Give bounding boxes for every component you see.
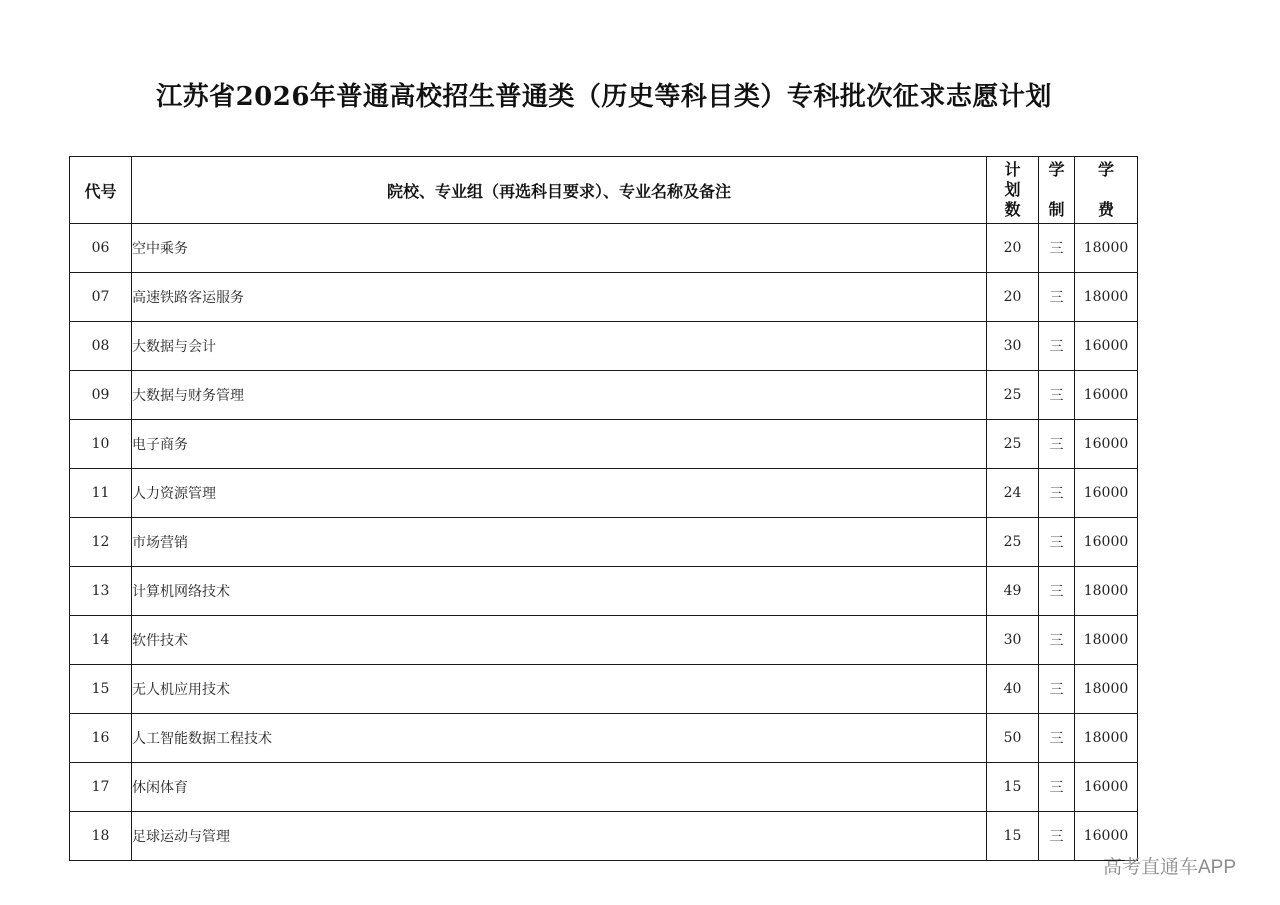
cell-plan-count: 20: [987, 224, 1039, 273]
cell-tuition-fee: 18000: [1075, 714, 1138, 763]
table-row: [70, 224, 1138, 273]
cell-code: 08: [70, 322, 132, 371]
table-row: [70, 518, 1138, 567]
cell-major-name: 电子商务: [132, 420, 987, 469]
cell-major-name: 无人机应用技术: [132, 665, 987, 714]
cell-code: 06: [70, 224, 132, 273]
cell-major-name: 软件技术: [132, 616, 987, 665]
cell-tuition-fee: 16000: [1075, 322, 1138, 371]
cell-code: 12: [70, 518, 132, 567]
cell-tuition-fee: 16000: [1075, 420, 1138, 469]
header-years-char-2: 制: [1048, 200, 1065, 219]
header-years: [1039, 157, 1075, 224]
cell-major-name: 计算机网络技术: [132, 567, 987, 616]
cell-tuition-fee: 18000: [1075, 273, 1138, 322]
cell-plan-count: 30: [987, 322, 1039, 371]
cell-major-name: 空中乘务: [132, 224, 987, 273]
table-row: [70, 567, 1138, 616]
cell-major-name: 高速铁路客运服务: [132, 273, 987, 322]
cell-plan-count: 15: [987, 763, 1039, 812]
cell-study-years: 三: [1039, 371, 1075, 420]
cell-tuition-fee: 16000: [1075, 469, 1138, 518]
table-row: [70, 763, 1138, 812]
cell-tuition-fee: 18000: [1075, 665, 1138, 714]
table-row: [70, 469, 1138, 518]
cell-major-name: 人工智能数据工程技术: [132, 714, 987, 763]
cell-major-name: 大数据与财务管理: [132, 371, 987, 420]
cell-study-years: 三: [1039, 665, 1075, 714]
watermark: 高考直通车APP: [1103, 857, 1237, 878]
cell-code: 16: [70, 714, 132, 763]
header-name: 院校、专业组（再选科目要求）、专业名称及备注: [132, 157, 987, 224]
table-header: [70, 157, 1138, 224]
header-row: [70, 157, 1138, 224]
cell-major-name: 足球运动与管理: [132, 812, 987, 861]
cell-plan-count: 20: [987, 273, 1039, 322]
cell-code: 17: [70, 763, 132, 812]
header-plan: [987, 157, 1039, 224]
cell-major-name: 市场营销: [132, 518, 987, 567]
cell-plan-count: 25: [987, 518, 1039, 567]
cell-plan-count: 24: [987, 469, 1039, 518]
header-plan-char-2: 划: [1004, 180, 1021, 199]
header-code: 代号: [70, 157, 132, 224]
header-fee-char-2: 费: [1097, 200, 1114, 219]
table-row: [70, 714, 1138, 763]
cell-plan-count: 50: [987, 714, 1039, 763]
cell-plan-count: 25: [987, 420, 1039, 469]
cell-plan-count: 15: [987, 812, 1039, 861]
table-row: [70, 420, 1138, 469]
cell-code: 09: [70, 371, 132, 420]
header-plan-char-1: 计: [1004, 160, 1021, 179]
cell-tuition-fee: 18000: [1075, 224, 1138, 273]
table-row: [70, 273, 1138, 322]
page-title: 江苏省2026年普通高校招生普通类（历史等科目类）专科批次征求志愿计划: [156, 82, 1052, 112]
cell-major-name: 大数据与会计: [132, 322, 987, 371]
table-row: [70, 665, 1138, 714]
cell-code: 10: [70, 420, 132, 469]
cell-tuition-fee: 16000: [1075, 812, 1138, 861]
header-fee: [1075, 157, 1138, 224]
cell-study-years: 三: [1039, 273, 1075, 322]
cell-plan-count: 40: [987, 665, 1039, 714]
cell-tuition-fee: 18000: [1075, 616, 1138, 665]
cell-code: 07: [70, 273, 132, 322]
cell-major-name: 休闲体育: [132, 763, 987, 812]
cell-code: 13: [70, 567, 132, 616]
cell-code: 18: [70, 812, 132, 861]
cell-code: 14: [70, 616, 132, 665]
cell-plan-count: 30: [987, 616, 1039, 665]
cell-code: 15: [70, 665, 132, 714]
cell-study-years: 三: [1039, 567, 1075, 616]
cell-plan-count: 49: [987, 567, 1039, 616]
cell-study-years: 三: [1039, 420, 1075, 469]
cell-tuition-fee: 18000: [1075, 567, 1138, 616]
cell-code: 11: [70, 469, 132, 518]
cell-tuition-fee: 16000: [1075, 763, 1138, 812]
cell-study-years: 三: [1039, 518, 1075, 567]
cell-tuition-fee: 16000: [1075, 371, 1138, 420]
table-row: [70, 322, 1138, 371]
cell-study-years: 三: [1039, 714, 1075, 763]
header-years-char-1: 学: [1048, 160, 1065, 179]
cell-major-name: 人力资源管理: [132, 469, 987, 518]
cell-study-years: 三: [1039, 763, 1075, 812]
enrollment-plan-table: [69, 156, 1138, 861]
table-row: [70, 812, 1138, 861]
cell-study-years: 三: [1039, 812, 1075, 861]
header-fee-char-1: 学: [1097, 160, 1114, 179]
table-body: [70, 224, 1138, 861]
cell-study-years: 三: [1039, 469, 1075, 518]
cell-tuition-fee: 16000: [1075, 518, 1138, 567]
cell-study-years: 三: [1039, 616, 1075, 665]
cell-study-years: 三: [1039, 224, 1075, 273]
cell-plan-count: 25: [987, 371, 1039, 420]
header-plan-char-3: 数: [1004, 200, 1021, 219]
cell-study-years: 三: [1039, 322, 1075, 371]
table-row: [70, 616, 1138, 665]
table-row: [70, 371, 1138, 420]
